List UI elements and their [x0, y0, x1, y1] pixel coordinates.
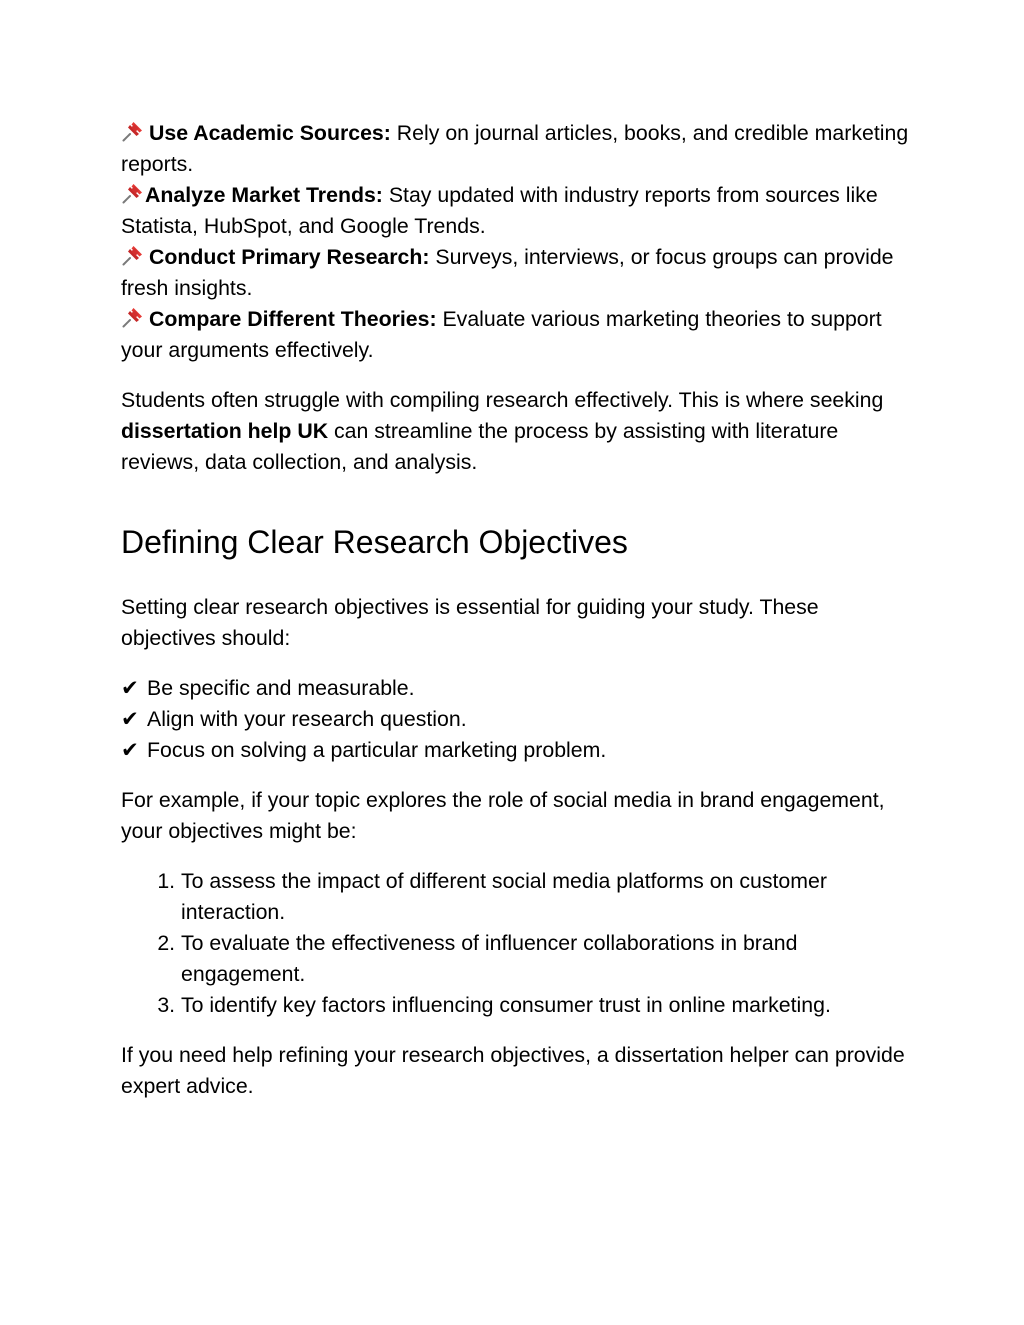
checklist-text: Focus on solving a particular marketing problem. — [147, 738, 607, 762]
paragraph-text: Students often struggle with compiling research effectively. This is where seeking — [121, 388, 884, 412]
tip-label: Use Academic Sources: — [149, 121, 391, 145]
check-mark-icon: ✔ — [121, 676, 139, 700]
checklist — [121, 673, 911, 766]
tip-text: Surveys, interviews, or focus groups can provide fresh insights. — [121, 245, 894, 300]
tip-item — [121, 242, 911, 304]
tip-text: Rely on journal articles, books, and credible marketing reports. — [121, 121, 909, 176]
tip-item — [121, 304, 911, 366]
paragraph-example: For example, if your topic explores the role of social media in brand engagement, your objectives might be: — [121, 788, 885, 843]
checklist-text: Be specific and measurable. — [147, 676, 415, 700]
pushpin-icon — [121, 243, 145, 267]
section-heading: Defining Clear Research Objectives — [121, 524, 628, 560]
checklist-item — [121, 704, 911, 735]
objectives-list — [121, 866, 911, 1021]
pushpin-icon — [121, 119, 145, 143]
objective-item: 3. To identify key factors influencing consumer trust in online marketing. — [181, 990, 911, 1021]
pushpin-icon — [121, 181, 145, 205]
paragraph-research-help — [121, 385, 911, 478]
dissertation-help-uk-text: dissertation help UK — [121, 419, 329, 443]
tip-item — [121, 118, 911, 180]
checklist-item — [121, 673, 911, 704]
tip-text: Stay updated with industry reports from sources like Statista, HubSpot, and Google Trends. — [121, 183, 878, 238]
paragraph-text: can streamline the process by assisting with literature reviews, data collection, and analysis. — [121, 419, 839, 474]
tip-label: Analyze Market Trends: — [145, 183, 383, 207]
objective-item: 2. To evaluate the effectiveness of influencer collaborations in brand engagement. — [181, 928, 911, 990]
checklist-item — [121, 735, 911, 766]
tip-item — [121, 180, 911, 242]
tip-label: Conduct Primary Research: — [149, 245, 430, 269]
paragraph-closing: If you need help refining your research objectives, a dissertation helper can provide expert advice. — [121, 1043, 905, 1098]
tip-text: Evaluate various marketing theories to support your arguments effectively. — [121, 307, 882, 362]
check-mark-icon: ✔ — [121, 738, 139, 762]
objective-item: 1. To assess the impact of different social media platforms on customer interaction. — [181, 866, 911, 928]
checklist-text: Align with your research question. — [147, 707, 467, 731]
research-tips-list — [121, 118, 911, 366]
check-mark-icon: ✔ — [121, 707, 139, 731]
pushpin-icon — [121, 305, 145, 329]
paragraph-objectives-intro: Setting clear research objectives is essential for guiding your study. These objectives should: — [121, 595, 819, 650]
tip-label: Compare Different Theories: — [149, 307, 437, 331]
document-page — [121, 118, 911, 1102]
